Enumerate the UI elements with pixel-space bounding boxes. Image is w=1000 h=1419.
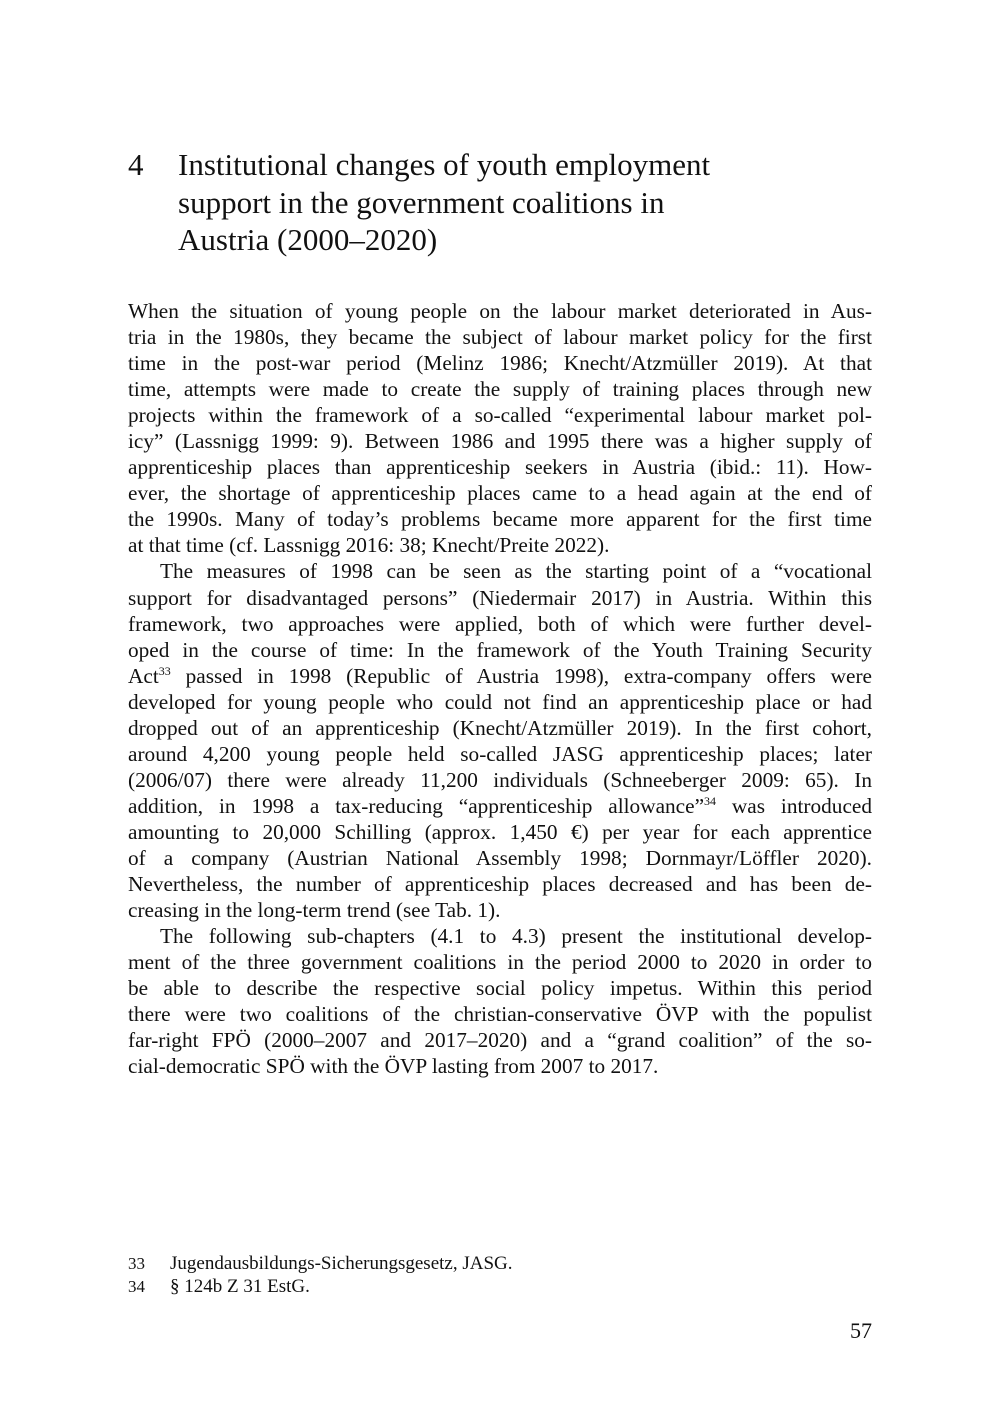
- footnote-ref-33[interactable]: 33: [158, 663, 171, 678]
- text-line: ever, the shortage of apprenticeship places came to a head again at the end of: [128, 481, 872, 506]
- chapter-number: 4: [128, 147, 144, 182]
- text-line: framework, two approaches were applied, both of which were further devel-: [128, 611, 872, 636]
- text-line: amounting to 20,000 Schilling (approx. 1,450 €) per year for each apprentice: [128, 819, 872, 844]
- text-line: time, attempts were made to create the supply of training places through new: [128, 377, 872, 402]
- text-line: icy” (Lassnigg 1999: 9). Between 1986 and 1995 there was a higher supply of: [128, 429, 872, 454]
- text-line: cial-democratic SPÖ with the ÖVP lasting from 2007 to 2017.: [128, 1054, 659, 1079]
- text-line: there were two coalitions of the christian-conservative ÖVP with the populist: [128, 1002, 872, 1027]
- footnote-number: 34: [128, 1277, 145, 1296]
- text-line: oped in the course of time: In the framework of the Youth Training Security: [128, 637, 872, 662]
- text-line: around 4,200 young people held so-called JASG apprenticeship places; later: [128, 741, 872, 766]
- text-line: tria in the 1980s, they became the subject of labour market policy for the first: [128, 325, 872, 350]
- footnote-text: § 124b Z 31 EstG.: [170, 1276, 310, 1297]
- body-text: [128, 298, 872, 1079]
- text-line-with-footnote: [128, 793, 872, 819]
- text-line: apprenticeship places than apprenticeship seekers in Austria (ibid.: 11). How-: [128, 455, 872, 480]
- text-segment: Act: [128, 663, 159, 688]
- text-line: at that time (cf. Lassnigg 2016: 38; Knecht/Preite 2022).: [128, 533, 610, 558]
- footnote-ref-34[interactable]: 34: [704, 793, 717, 808]
- footnote-34: [128, 1275, 872, 1298]
- text-line: When the situation of young people on the labour market deteriorated in Aus-: [128, 299, 872, 323]
- text-line: be able to describe the respective social policy impetus. Within this period: [128, 976, 872, 1001]
- text-line: of a company (Austrian National Assembly 1998; Dornmayr/Löffler 2020).: [128, 845, 872, 870]
- text-line: the 1990s. Many of today’s problems became more apparent for the first time: [128, 507, 872, 532]
- text-line: far-right FPÖ (2000–2007 and 2017–2020) and a “grand coalition” of the so-: [128, 1028, 872, 1053]
- footnotes: [128, 1252, 872, 1298]
- text-segment: passed in 1998 (Republic of Austria 1998), extra-company offers were: [170, 663, 872, 688]
- chapter-title: [178, 146, 818, 259]
- text-line: developed for young people who could not find an apprenticeship place or had: [128, 689, 872, 714]
- text-segment: was introduced: [716, 793, 872, 818]
- page-number: 57: [850, 1318, 872, 1343]
- chapter-title-line: support in the government coalitions in: [178, 184, 665, 220]
- text-line: support for disadvantaged persons” (Niedermair 2017) in Austria. Within this: [128, 585, 872, 610]
- text-line: creasing in the long-term trend (see Tab. 1).: [128, 898, 501, 923]
- text-line: projects within the framework of a so-called “experimental labour market pol-: [128, 403, 872, 428]
- paragraph-3: [128, 923, 872, 1079]
- paragraph-2: [128, 558, 872, 923]
- text-line: The following sub-chapters (4.1 to 4.3) present the institutional develop-: [160, 924, 872, 949]
- text-line: dropped out of an apprenticeship (Knecht/Atzmüller 2019). In the first cohort,: [128, 715, 872, 740]
- chapter-title-line: Institutional changes of youth employment: [178, 147, 711, 182]
- chapter-title-line: Austria (2000–2020): [178, 222, 438, 257]
- paragraph-1: [128, 298, 872, 558]
- footnote-number: 33: [128, 1254, 145, 1273]
- text-line: (2006/07) there were already 11,200 individuals (Schneeberger 2009: 65). In: [128, 767, 872, 792]
- text-line: The measures of 1998 can be seen as the starting point of a “vocational: [160, 559, 872, 584]
- text-line-with-footnote: [128, 663, 872, 689]
- footnote-33: [128, 1252, 872, 1275]
- text-line: ment of the three government coalitions in the period 2000 to 2020 in order to: [128, 950, 872, 975]
- text-line: time in the post-war period (Melinz 1986; Knecht/Atzmüller 2019). At that: [128, 351, 872, 376]
- text-segment: addition, in 1998 a tax-reducing “apprenticeship allowance”: [128, 793, 705, 818]
- footnote-text: Jugendausbildungs-Sicherungsgesetz, JASG.: [170, 1253, 513, 1274]
- text-line: Nevertheless, the number of apprenticeship places decreased and has been de-: [128, 872, 872, 897]
